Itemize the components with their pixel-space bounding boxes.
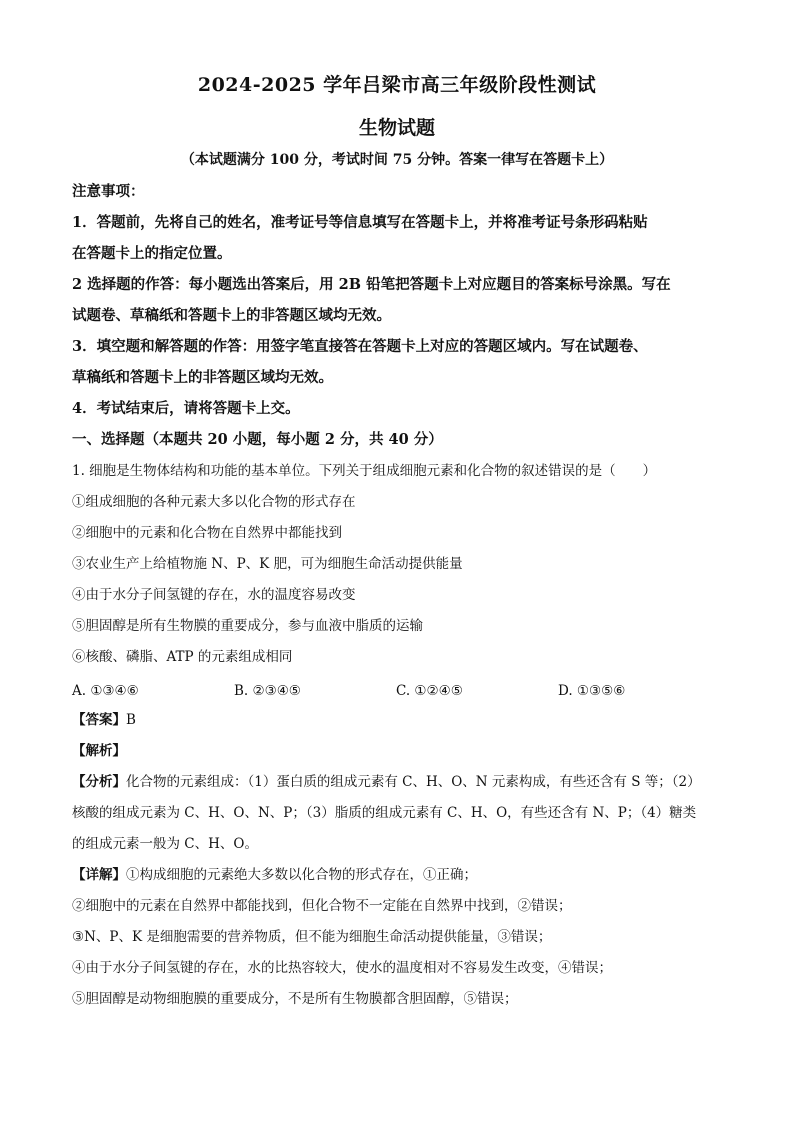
page-title: 2024-2025 学年吕梁市高三年级阶段性测试: [197, 74, 597, 96]
instruction-line: 4．考试结束后，请将答题卡上交。: [72, 400, 300, 417]
detail-line: ④由于水分子间氢键的存在，水的比热容较大，使水的温度相对不容易发生改变，④错误；: [72, 960, 612, 976]
page-subtitle: 生物试题: [358, 117, 435, 139]
choice-a: A. ①③④⑥: [72, 683, 139, 699]
fenxi-line: 的组成元素一般为 C、H、O。: [72, 836, 258, 852]
answer-analysis: [72, 705, 732, 1015]
detail-tag: 【详解】: [72, 867, 126, 883]
detail-line: ②细胞中的元素在自然界中都能找到，但化合物不一定能在自然界中找到，②错误；: [72, 898, 572, 914]
question-stem: 1. 细胞是生物体结构和功能的基本单位。下列关于组成细胞元素和化合物的叙述错误的是（ ）: [72, 463, 657, 479]
detail-line: ③N、P、K 是细胞需要的营养物质，但不能为细胞生命活动提供能量，③错误；: [72, 929, 552, 945]
section-heading: 一、选择题（本题共 20 小题，每小题 2 分，共 40 分）: [72, 431, 443, 448]
instruction-line: 1．答题前，先将自己的姓名，准考证号等信息填写在答题卡上，并将准考证号条形码粘贴: [72, 214, 648, 231]
statement: ④由于水分子间氢键的存在，水的温度容易改变: [72, 587, 356, 603]
statement: ③农业生产上给植物施 N、P、K 肥，可为细胞生命活动提供能量: [72, 556, 463, 572]
choice-b: B. ②③④⑤: [234, 683, 301, 699]
question-1: [72, 456, 732, 673]
choice-d: D. ①③⑤⑥: [558, 683, 626, 699]
instruction-line: 草稿纸和答题卡上的非答题区域均无效。: [72, 369, 333, 386]
exam-note: （本试题满分 100 分，考试时间 75 分钟。答案一律写在答题卡上）: [180, 152, 614, 168]
detail-line: [72, 860, 732, 891]
instruction-line: 3．填空题和解答题的作答：用签字笔直接答在答题卡上对应的答题区域内。写在试题卷、: [72, 338, 648, 355]
fenxi-tag: 【分析】: [72, 774, 126, 790]
instructions: [72, 176, 732, 455]
instruction-line: 试题卷、草稿纸和答题卡上的非答题区域均无效。: [72, 307, 391, 324]
choice-c: C. ①②④⑤: [396, 683, 463, 699]
choice-row: [72, 676, 732, 706]
instruction-line: 在答题卡上的指定位置。: [72, 245, 232, 262]
detail-line: ⑤胆固醇是动物细胞膜的重要成分，不是所有生物膜都含胆固醇，⑤错误；: [72, 991, 518, 1007]
fenxi-line: 核酸的组成元素为 C、H、O、N、P；（3）脂质的组成元素有 C、H、O，有些还含有 N、P；（4）糖类: [72, 805, 697, 821]
answer-tag: 【答案】: [72, 712, 126, 728]
statement: ⑤胆固醇是所有生物膜的重要成分，参与血液中脂质的运输: [72, 618, 423, 634]
detail-text: ①构成细胞的元素绝大多数以化合物的形式存在，①正确；: [126, 867, 477, 883]
answer-value: B: [126, 712, 136, 728]
statement: ①组成细胞的各种元素大多以化合物的形式存在: [72, 494, 356, 510]
instruction-line: 2 选择题的作答：每小题选出答案后，用 2B 铅笔把答题卡上对应题目的答案标号涂黑。写在: [72, 276, 671, 293]
analysis-tag: 【解析】: [72, 743, 126, 759]
statement: ⑥核酸、磷脂、ATP 的元素组成相同: [72, 649, 293, 665]
answer-line: [72, 705, 732, 736]
fenxi-text: 化合物的元素组成：（1）蛋白质的组成元素有 C、H、O、N 元素构成，有些还含有 S 等；（2）: [126, 774, 701, 790]
fenxi-line: [72, 767, 732, 798]
statement: ②细胞中的元素和化合物在自然界中都能找到: [72, 525, 342, 541]
instructions-heading: 注意事项：: [72, 183, 145, 200]
